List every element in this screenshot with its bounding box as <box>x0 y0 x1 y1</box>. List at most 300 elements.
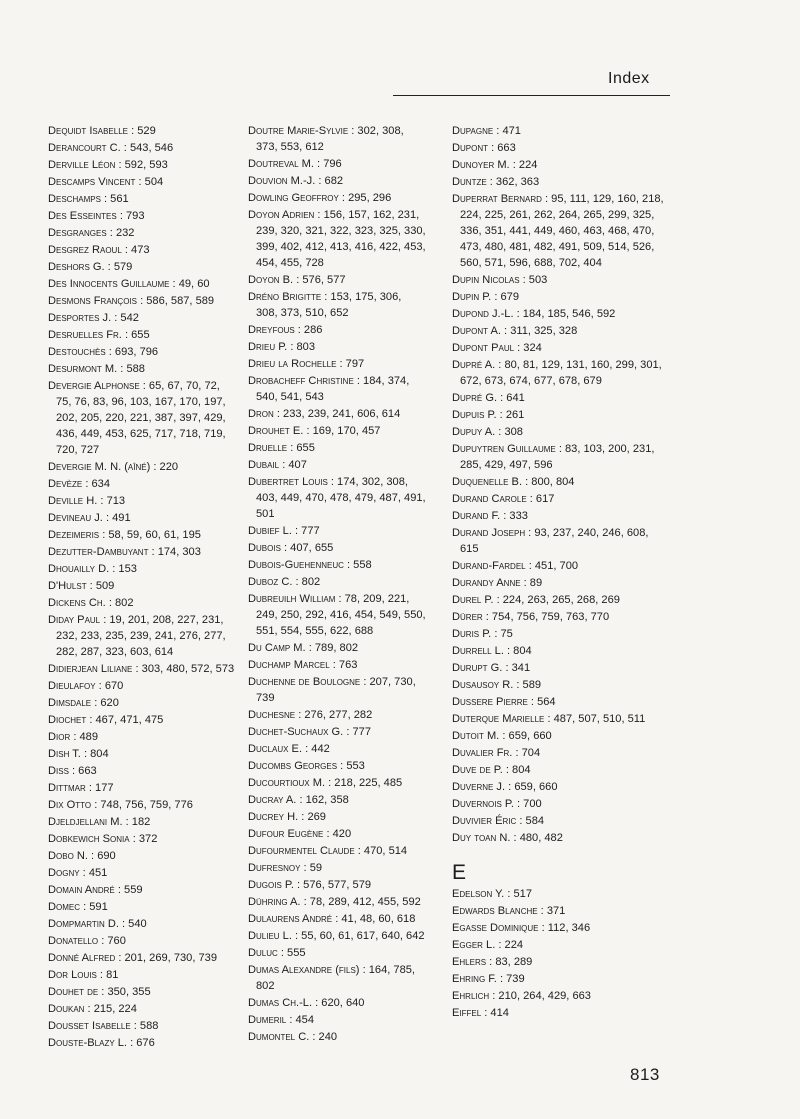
index-entry <box>248 877 426 893</box>
entry-name: Duchamp Marcel <box>248 659 330 671</box>
entry-pages: : 804 <box>80 748 109 760</box>
index-entry <box>452 1005 666 1021</box>
entry-name: Doutreval M. <box>248 158 314 170</box>
index-entry <box>452 390 666 406</box>
entry-pages: : 174, 303 <box>148 546 201 558</box>
entry-pages: : 517 <box>504 888 532 900</box>
entry-pages: : 269 <box>298 811 326 823</box>
entry-pages: : 543, 546 <box>120 142 174 154</box>
index-entry <box>48 1018 236 1034</box>
entry-pages: : 802 <box>105 597 134 609</box>
page-header-title: Index <box>608 70 650 87</box>
index-entry <box>452 643 666 659</box>
entry-pages: : 588 <box>117 363 145 375</box>
entry-name: Duchenne de Boulogne <box>248 676 361 688</box>
entry-pages: : 529 <box>127 125 156 137</box>
entry-name: Durupt G. <box>452 662 503 674</box>
index-entry <box>248 707 426 723</box>
index-entry <box>452 174 666 190</box>
entry-pages: : 83, 289 <box>486 956 533 968</box>
entry-name: Duboz C. <box>248 576 293 588</box>
entry-name: Durel P. <box>452 594 494 606</box>
entry-name: Durand Carole <box>452 493 527 505</box>
entry-pages: : 240 <box>309 1031 338 1043</box>
entry-pages: : 333 <box>500 510 528 522</box>
entry-pages: : 220 <box>150 461 179 473</box>
entry-pages: : 679 <box>491 291 520 303</box>
index-entry <box>452 694 666 710</box>
index-entry <box>248 557 426 573</box>
index-entry <box>48 310 236 326</box>
entry-name: Druelle <box>248 442 288 454</box>
index-entry <box>452 340 666 356</box>
entry-pages: : 19, 201, 208, 227, 231, 232, 233, 235, 239, 241, 276, 277, 282, 287, 323, 603, 614 <box>56 614 226 658</box>
entry-pages: : 93, 237, 240, 246, 608, 615 <box>460 527 649 555</box>
entry-name: Desurmont M. <box>48 363 118 375</box>
index-entry <box>452 357 666 389</box>
entry-name: Dupont A. <box>452 325 501 337</box>
index-entry <box>452 592 666 608</box>
entry-name: Derancourt C. <box>48 142 121 154</box>
entry-name: Dompmartin D. <box>48 918 119 930</box>
entry-name: Dubois-Guehenneuc <box>248 559 344 571</box>
index-entry <box>48 797 236 813</box>
index-entry <box>452 441 666 473</box>
entry-name: Didierjean Liliane <box>48 663 133 675</box>
entry-name: Ducrey H. <box>248 811 299 823</box>
entry-name: Drouhet E. <box>248 425 304 437</box>
entry-pages: : 218, 225, 485 <box>325 777 403 789</box>
entry-name: Dufourmentel Claude <box>248 845 355 857</box>
entry-pages: : 561 <box>100 193 129 205</box>
index-entry <box>248 640 426 656</box>
index-entry <box>248 322 426 338</box>
entry-name: Dhouailly D. <box>48 563 110 575</box>
index-entry <box>48 140 236 156</box>
entry-name: Dupuytren Guillaume <box>452 443 556 455</box>
entry-pages: : 558 <box>343 559 372 571</box>
index-entry <box>48 361 236 377</box>
index-entry <box>48 378 236 458</box>
entry-pages: : 793 <box>116 210 145 222</box>
index-entry <box>48 208 236 224</box>
entry-name: Doukan <box>48 1003 85 1015</box>
index-entry <box>48 544 236 560</box>
entry-pages: : 540 <box>118 918 147 930</box>
index-entry <box>452 954 666 970</box>
entry-pages: : 232 <box>106 227 135 239</box>
entry-name: Dupuy A. <box>452 426 496 438</box>
entry-pages: : 589 <box>513 679 542 691</box>
entry-pages: : 153 <box>109 563 137 575</box>
entry-pages: : 804 <box>502 764 531 776</box>
index-entry <box>48 967 236 983</box>
entry-name: Dreyfous <box>248 324 295 336</box>
entry-name: Donné Alfred <box>48 952 116 964</box>
index-entry <box>48 493 236 509</box>
entry-name: Duquenelle B. <box>452 476 523 488</box>
index-entry <box>248 860 426 876</box>
index-entry <box>248 406 426 422</box>
index-entry <box>48 865 236 881</box>
entry-name: Dumeril <box>248 1014 287 1026</box>
index-entry <box>248 741 426 757</box>
entry-pages: : 620, 640 <box>312 997 365 1009</box>
index-entry <box>48 578 236 594</box>
entry-pages: : 634 <box>82 478 111 490</box>
entry-name: Dowling Geoffroy <box>248 192 339 204</box>
index-entry <box>48 729 236 745</box>
index-entry <box>248 843 426 859</box>
index-entry <box>48 595 236 611</box>
entry-pages: : 215, 224 <box>84 1003 137 1015</box>
entry-pages: : 75 <box>491 628 513 640</box>
entry-pages: : 81 <box>96 969 119 981</box>
entry-pages: : 739 <box>496 973 525 985</box>
entry-pages: : 65, 67, 70, 72, 75, 76, 83, 96, 103, 167, 170, 197, 202, 205, 220, 221, 387, 397, 429, 436, 449, 453, 625, 717, 718, 719, 720, 727 <box>56 380 226 456</box>
entry-name: Eiffel <box>452 1007 482 1019</box>
entry-name: Dubief L. <box>248 525 292 537</box>
index-entry <box>48 1001 236 1017</box>
entry-name: Ehrlich <box>452 990 490 1002</box>
entry-name: Duperrat Bernard <box>452 193 542 205</box>
entry-name: Ducombs Georges <box>248 760 338 772</box>
index-entry <box>248 156 426 172</box>
entry-pages: : 261 <box>496 409 525 421</box>
entry-pages: : 655 <box>287 442 315 454</box>
entry-pages: : 504 <box>135 176 164 188</box>
entry-name: Dunoyer M. <box>452 159 510 171</box>
entry-pages: : 156, 157, 162, 231, 239, 320, 321, 322, 323, 325, 330, 399, 402, 412, 413, 416, 422, 453, 454, 455, 728 <box>256 209 426 269</box>
index-entry <box>48 882 236 898</box>
entry-name: Duterque Marielle <box>452 713 545 725</box>
entry-name: Devergie M. N. (aîné) <box>48 461 151 473</box>
index-entry <box>48 814 236 830</box>
entry-pages: : 713 <box>97 495 126 507</box>
entry-pages: : 371 <box>537 905 566 917</box>
entry-name: Duris P. <box>452 628 492 640</box>
entry-name: Deville H. <box>48 495 98 507</box>
entry-pages: : 584 <box>516 815 545 827</box>
entry-pages: : 362, 363 <box>486 176 540 188</box>
entry-pages: : 760 <box>98 935 126 947</box>
index-entry <box>48 899 236 915</box>
index-entry <box>48 276 236 292</box>
index-entry <box>48 984 236 1000</box>
entry-name: Dulaurens André <box>248 913 333 925</box>
index-entry <box>452 191 666 271</box>
index-entry <box>248 1012 426 1028</box>
entry-pages: : 777 <box>343 726 372 738</box>
entry-name: Douhet de <box>48 986 99 998</box>
entry-pages: : 174, 302, 308, 403, 449, 470, 478, 479, 487, 491, 501 <box>256 476 426 520</box>
entry-pages: : 663 <box>68 765 97 777</box>
entry-name: Devineau J. <box>48 512 103 524</box>
entry-name: Ducourtioux M. <box>248 777 326 789</box>
entry-pages: : 177 <box>85 782 114 794</box>
index-entry <box>452 306 666 322</box>
entry-name: Devèze <box>48 478 83 490</box>
entry-name: Egger L. <box>452 939 496 951</box>
entry-pages: : 797 <box>336 358 365 370</box>
entry-pages: : 59 <box>300 862 323 874</box>
index-entry <box>48 746 236 762</box>
entry-pages: : 80, 81, 129, 131, 160, 299, 301, 672, 673, 674, 677, 678, 679 <box>460 359 662 387</box>
entry-pages: : 467, 471, 475 <box>86 714 164 726</box>
index-entry <box>248 289 426 321</box>
index-entry <box>48 459 236 475</box>
index-entry <box>248 775 426 791</box>
entry-name: Dupré A. <box>452 359 496 371</box>
entry-name: Duluc <box>248 947 278 959</box>
entry-name: Dequidt Isabelle <box>48 125 128 137</box>
index-entry <box>452 762 666 778</box>
entry-name: Desgranges <box>48 227 107 239</box>
entry-name: Dutoit M. <box>452 730 500 742</box>
entry-name: Devergie Alphonse <box>48 380 140 392</box>
entry-name: Douvion M.-J. <box>248 175 316 187</box>
entry-pages: : 276, 277, 282 <box>295 709 373 721</box>
index-entry <box>452 660 666 676</box>
entry-name: Dupin Nicolas <box>452 274 520 286</box>
entry-name: Dickens Ch. <box>48 597 106 609</box>
entry-name: D'Hulst <box>48 580 87 592</box>
entry-name: Domec <box>48 901 81 913</box>
entry-name: Durandy Anne <box>452 577 521 589</box>
entry-name: Drieu P. <box>248 341 288 353</box>
entry-pages: : 201, 269, 730, 739 <box>115 952 218 964</box>
index-entry <box>452 525 666 557</box>
index-entry <box>452 626 666 642</box>
index-entry <box>248 474 426 522</box>
index-column-3 <box>452 123 666 1022</box>
entry-pages: : 693, 796 <box>105 346 159 358</box>
index-entry <box>248 591 426 639</box>
entry-pages: : 341 <box>502 662 531 674</box>
entry-pages: : 83, 103, 200, 231, 285, 429, 497, 596 <box>460 443 655 471</box>
entry-name: Duchet-Suchaux G. <box>248 726 344 738</box>
index-entry <box>452 474 666 490</box>
entry-pages: : 509 <box>86 580 115 592</box>
index-entry <box>452 988 666 1004</box>
entry-name: Dubail <box>248 459 280 471</box>
entry-name: Dumas Alexandre (fils) <box>248 964 360 976</box>
entry-name: Edwards Blanche <box>452 905 538 917</box>
index-entry <box>48 191 236 207</box>
entry-pages: : 184, 374, 540, 541, 543 <box>256 375 410 403</box>
entry-pages: : 800, 804 <box>522 476 575 488</box>
entry-name: Durand-Fardel <box>452 560 526 572</box>
entry-pages: : 659, 660 <box>505 781 558 793</box>
entry-pages: : 471 <box>493 125 521 137</box>
entry-pages: : 210, 264, 429, 663 <box>489 990 591 1002</box>
entry-name: Dish T. <box>48 748 81 760</box>
entry-name: Dréno Brigitte <box>248 291 322 303</box>
entry-pages: : 473 <box>121 244 150 256</box>
index-entry <box>248 826 426 842</box>
entry-pages: : 553 <box>337 760 365 772</box>
entry-name: Ducray A. <box>248 794 297 806</box>
index-entry <box>48 344 236 360</box>
letter-heading: E <box>452 861 467 884</box>
index-entry <box>48 712 236 728</box>
entry-name: Dussere Pierre <box>452 696 528 708</box>
index-entry <box>48 763 236 779</box>
entry-pages: : 576, 577, 579 <box>293 879 372 891</box>
index-entry <box>48 527 236 543</box>
index-entry <box>452 745 666 761</box>
entry-name: Diss <box>48 765 69 777</box>
entry-name: Dousset Isabelle <box>48 1020 131 1032</box>
index-entry <box>48 612 236 660</box>
entry-name: Des Esseintes <box>48 210 117 222</box>
entry-name: Durand Joseph <box>452 527 526 539</box>
index-entry <box>48 259 236 275</box>
entry-name: Dron <box>248 408 274 420</box>
index-entry <box>452 123 666 139</box>
entry-pages: : 682 <box>315 175 344 187</box>
entry-name: Domain André <box>48 884 115 896</box>
entry-pages: : 620 <box>91 697 119 709</box>
index-entry <box>452 903 666 919</box>
entry-name: Duntze <box>452 176 487 188</box>
entry-pages: : 542 <box>111 312 139 324</box>
entry-name: Duvivier Éric <box>452 815 517 827</box>
entry-name: Deshors G. <box>48 261 105 273</box>
index-entry <box>248 911 426 927</box>
entry-pages: : 704 <box>512 747 541 759</box>
index-entry <box>48 123 236 139</box>
entry-name: Dupuis P. <box>452 409 497 421</box>
entry-name: Deschamps <box>48 193 101 205</box>
entry-pages: : 58, 59, 60, 61, 195 <box>99 529 201 541</box>
index-entry <box>452 937 666 953</box>
index-entry <box>452 779 666 795</box>
entry-pages: : 802 <box>292 576 321 588</box>
entry-pages: : 184, 185, 546, 592 <box>513 308 616 320</box>
entry-name: Dumontel C. <box>248 1031 310 1043</box>
entry-pages: : 592, 593 <box>115 159 168 171</box>
entry-pages: : 49, 60 <box>169 278 210 290</box>
index-entry <box>248 674 426 706</box>
index-entry <box>452 491 666 507</box>
index-entry <box>48 695 236 711</box>
index-entry <box>452 140 666 156</box>
entry-pages: : 503 <box>519 274 548 286</box>
entry-pages: : 670 <box>95 680 124 692</box>
entry-pages: : 655 <box>121 329 150 341</box>
index-entry <box>48 476 236 492</box>
entry-name: Dor Louis <box>48 969 97 981</box>
entry-name: Dupin P. <box>452 291 492 303</box>
entry-name: Doyon Adrien <box>248 209 315 221</box>
entry-name: Doyon B. <box>248 274 294 286</box>
index-entry <box>48 327 236 343</box>
index-entry <box>452 886 666 902</box>
entry-name: Duvernois P. <box>452 798 514 810</box>
entry-name: Dusausoy R. <box>452 679 514 691</box>
entry-name: Dix Otto <box>48 799 92 811</box>
index-entry <box>248 894 426 910</box>
entry-pages: : 659, 660 <box>499 730 552 742</box>
entry-pages: : 95, 111, 129, 160, 218, 224, 225, 261, 262, 264, 265, 299, 325, 336, 351, 441, 449, 460, 463, 468, 470, 473, 480, 481, 482, 491, 509, 514, 526, 560, 571, 596, 688, 702, 404 <box>460 193 664 269</box>
entry-name: Dupont <box>452 142 489 154</box>
index-entry <box>248 373 426 405</box>
index-entry <box>452 272 666 288</box>
entry-pages: : 442 <box>302 743 330 755</box>
entry-pages: : 804 <box>503 645 532 657</box>
index-entry <box>48 1035 236 1051</box>
index-entry <box>48 293 236 309</box>
entry-name: Dobo N. <box>48 850 88 862</box>
entry-pages: : 555 <box>277 947 306 959</box>
index-entry <box>48 831 236 847</box>
entry-pages: : 576, 577 <box>293 274 346 286</box>
entry-pages: : 308 <box>495 426 523 438</box>
entry-pages: : 579 <box>104 261 133 273</box>
index-entry <box>452 157 666 173</box>
index-entry <box>248 190 426 206</box>
entry-pages: : 588 <box>130 1020 159 1032</box>
entry-name: Dühring A. <box>248 896 301 908</box>
entry-pages: : 470, 514 <box>354 845 408 857</box>
entry-name: Desgrez Raoul <box>48 244 122 256</box>
index-entry <box>452 830 666 846</box>
entry-pages: : 748, 756, 759, 776 <box>91 799 193 811</box>
entry-name: Ehlers <box>452 956 487 968</box>
entry-pages: : 564 <box>527 696 556 708</box>
entry-pages: : 207, 730, 739 <box>256 676 416 704</box>
entry-pages: : 663 <box>488 142 516 154</box>
index-entry <box>48 678 236 694</box>
entry-name: Dezutter-Dambuyant <box>48 546 149 558</box>
entry-pages: : 224, 263, 265, 268, 269 <box>493 594 620 606</box>
entry-name: Duy toan N. <box>452 832 511 844</box>
entry-pages: : 55, 60, 61, 617, 640, 642 <box>291 930 425 942</box>
entry-name: Desportes J. <box>48 312 112 324</box>
index-entry <box>48 661 236 677</box>
entry-name: Duchesne <box>248 709 296 721</box>
index-entry <box>452 609 666 625</box>
index-entry <box>248 123 426 155</box>
index-entry <box>48 848 236 864</box>
index-entry <box>48 174 236 190</box>
entry-pages: : 591 <box>80 901 108 913</box>
entry-name: Dezeimeris <box>48 529 100 541</box>
index-entry <box>248 792 426 808</box>
entry-pages: : 586, 587, 589 <box>137 295 215 307</box>
index-entry <box>248 1029 426 1045</box>
index-entry <box>248 945 426 961</box>
entry-pages: : 763 <box>329 659 358 671</box>
entry-pages: : 224 <box>509 159 538 171</box>
entry-pages: : 112, 346 <box>538 922 591 934</box>
entry-name: Duvalier Fr. <box>452 747 513 759</box>
index-entry <box>48 950 236 966</box>
entry-pages: : 372 <box>129 833 158 845</box>
entry-pages: : 777 <box>291 525 320 537</box>
entry-name: Donatello <box>48 935 99 947</box>
index-entry <box>452 813 666 829</box>
index-entry <box>452 289 666 305</box>
index-entry <box>248 995 426 1011</box>
page-number: 813 <box>630 1065 660 1084</box>
entry-pages: : 641 <box>497 392 525 404</box>
index-entry <box>248 173 426 189</box>
index-entry <box>48 225 236 241</box>
entry-name: Doutre Marie-Sylvie <box>248 125 349 137</box>
index-entry <box>248 657 426 673</box>
